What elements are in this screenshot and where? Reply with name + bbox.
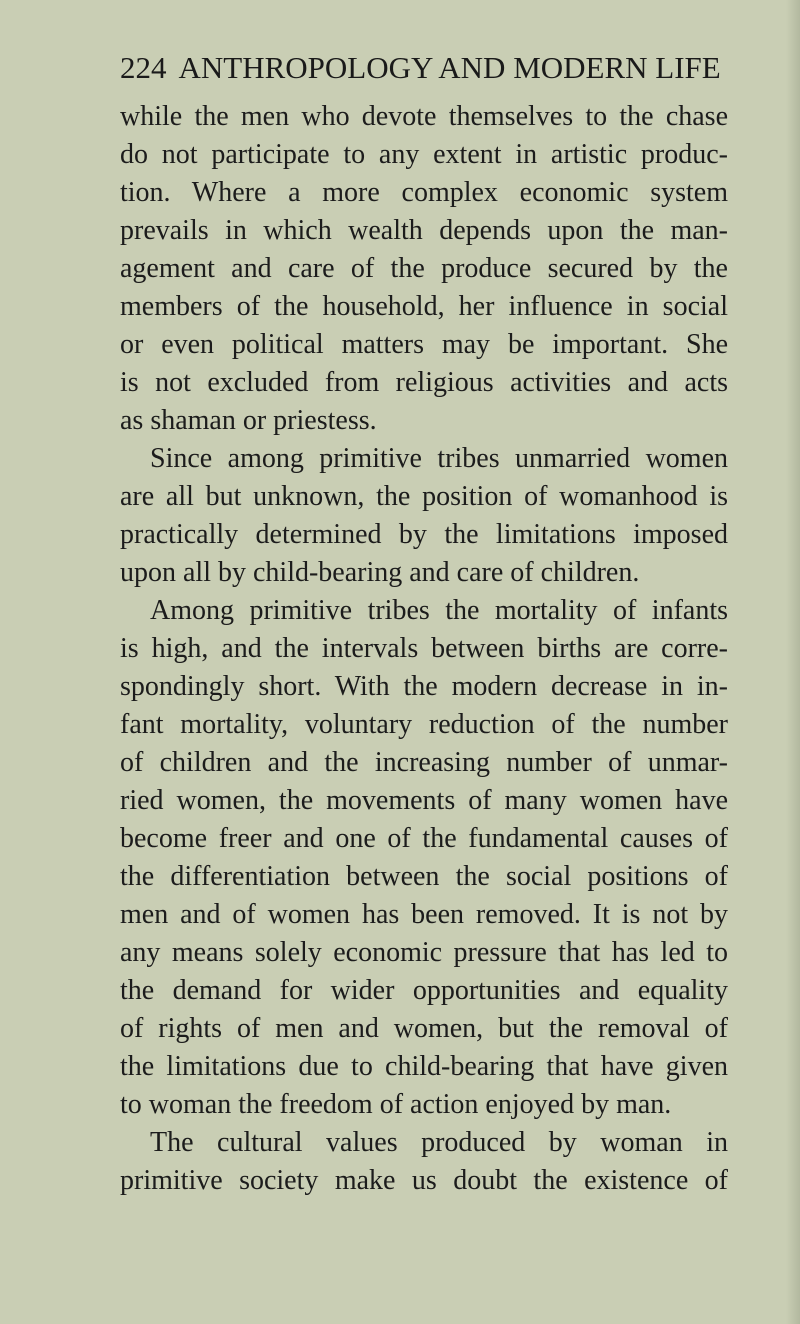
text-line: men and of women has been removed. It is not by bbox=[120, 899, 728, 930]
page-edge-shadow bbox=[786, 0, 800, 1324]
text-line: fant mortality, voluntary reduction of the number bbox=[120, 709, 728, 740]
text-line: while the men who devote themselves to the chase bbox=[120, 101, 728, 132]
text-line: Since among primitive tribes unmarried women bbox=[150, 443, 728, 474]
page-number: 224 bbox=[120, 50, 167, 85]
text-line: prevails in which wealth depends upon the man- bbox=[120, 215, 728, 246]
text-line: is high, and the intervals between births are corre- bbox=[120, 633, 728, 664]
text-line: upon all by child-bearing and care of children. bbox=[120, 557, 640, 588]
text-line: primitive society make us doubt the existence of bbox=[120, 1165, 728, 1196]
text-line: practically determined by the limitations imposed bbox=[120, 519, 728, 550]
text-line: to woman the freedom of action enjoyed by man. bbox=[120, 1089, 672, 1120]
text-line: agement and care of the produce secured by the bbox=[120, 253, 728, 284]
text-line: of children and the increasing number of unmar- bbox=[120, 747, 728, 778]
text-line: or even political matters may be important. She bbox=[120, 329, 728, 360]
running-head-title: ANTHROPOLOGY AND MODERN LIFE bbox=[178, 50, 721, 85]
text-line: as shaman or priestess. bbox=[120, 405, 377, 436]
text-line: the differentiation between the social positions of bbox=[120, 861, 728, 892]
text-line: any means solely economic pressure that has led to bbox=[120, 937, 728, 968]
text-line: do not participate to any extent in artistic produc- bbox=[120, 139, 728, 170]
text-line: become freer and one of the fundamental causes of bbox=[120, 823, 728, 854]
body-text bbox=[120, 98, 728, 1200]
text-line: of rights of men and women, but the removal of bbox=[120, 1013, 728, 1044]
text-line: is not excluded from religious activities and acts bbox=[120, 367, 728, 398]
text-line: spondingly short. With the modern decrease in in- bbox=[120, 671, 728, 702]
text-line: The cultural values produced by woman in bbox=[150, 1127, 728, 1158]
running-head bbox=[120, 50, 720, 86]
text-line: are all but unknown, the position of womanhood is bbox=[120, 481, 728, 512]
text-line: the demand for wider opportunities and equality bbox=[120, 975, 728, 1006]
text-line: Among primitive tribes the mortality of infants bbox=[150, 595, 728, 626]
text-line: tion. Where a more complex economic system bbox=[120, 177, 728, 208]
text-line: members of the household, her influence in social bbox=[120, 291, 728, 322]
text-line: ried women, the movements of many women have bbox=[120, 785, 728, 816]
text-line: the limitations due to child-bearing that have given bbox=[120, 1051, 728, 1082]
